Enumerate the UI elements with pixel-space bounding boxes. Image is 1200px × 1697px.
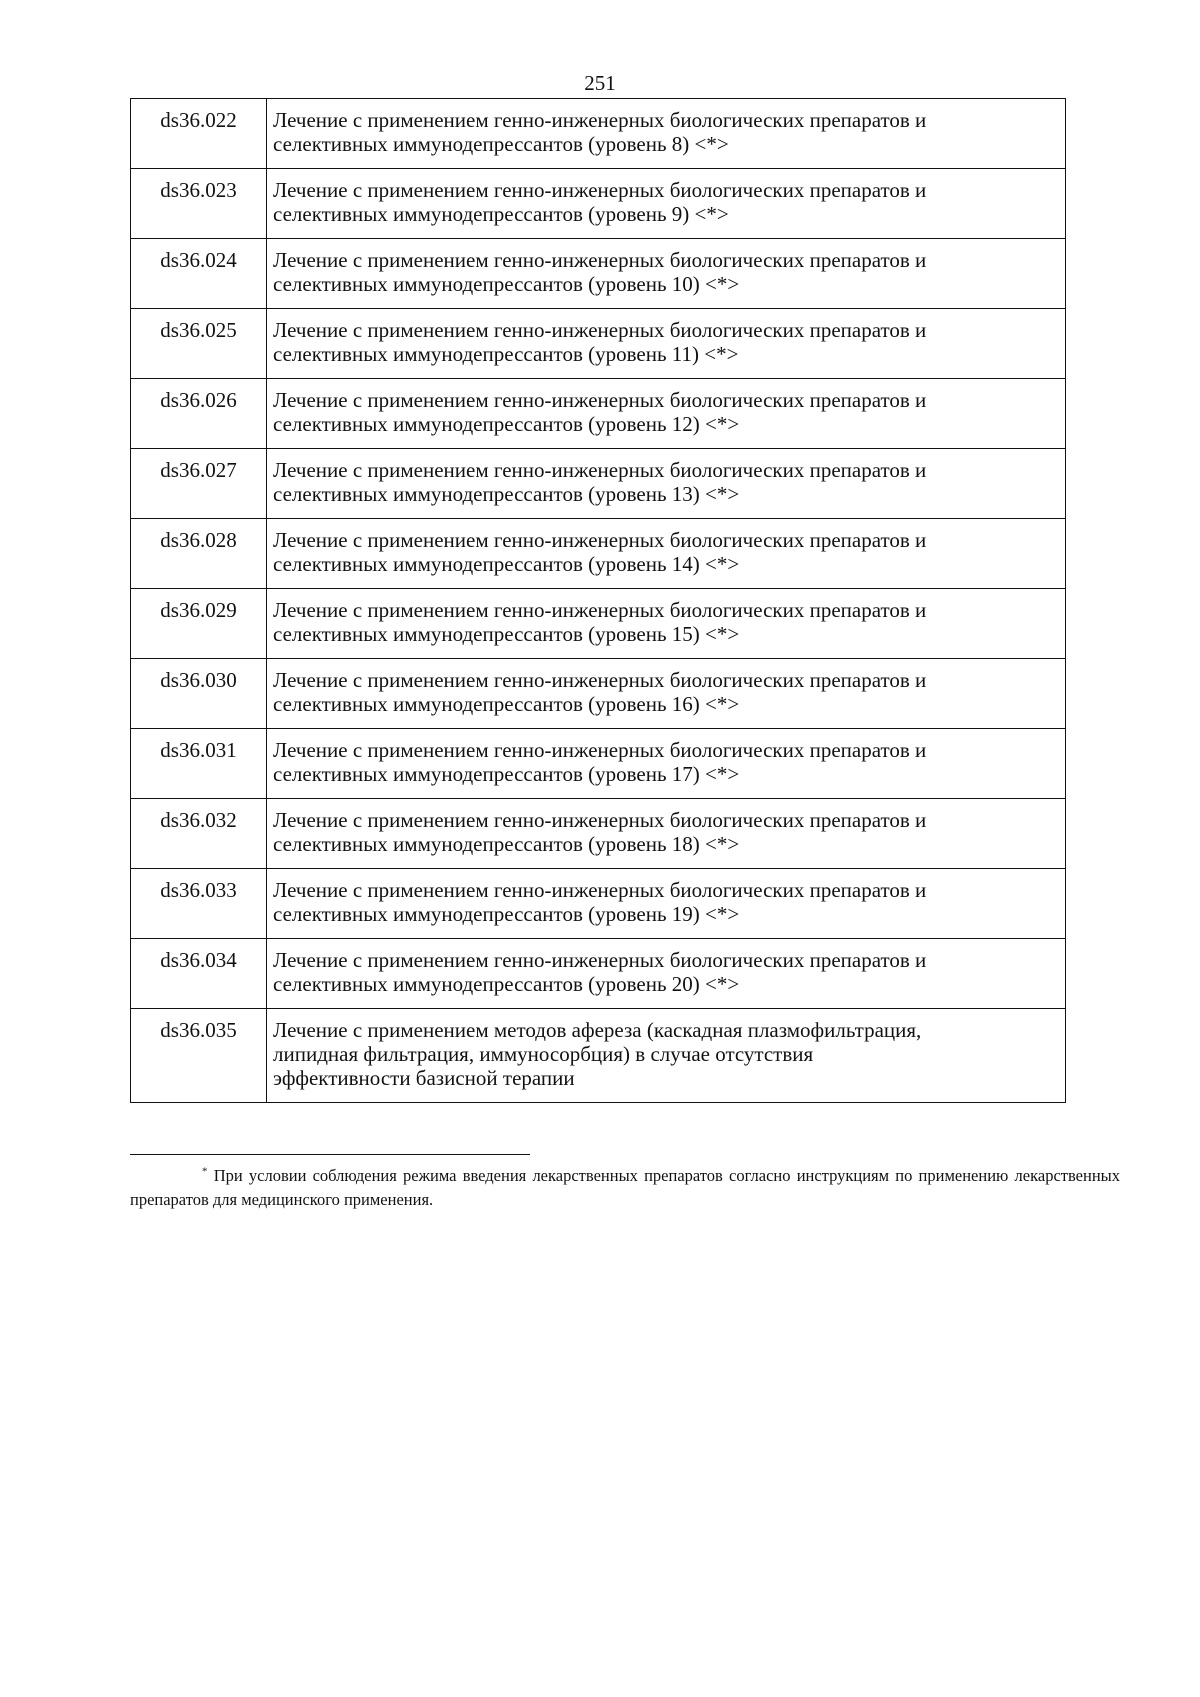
row-description bbox=[267, 1009, 1066, 1103]
row-code: ds36.032 bbox=[131, 799, 267, 869]
table-row bbox=[131, 169, 1066, 239]
table-row bbox=[131, 659, 1066, 729]
table-row bbox=[131, 1009, 1066, 1103]
table-row bbox=[131, 99, 1066, 169]
description-line: селективных иммунодепрессантов (уровень 18) <*> bbox=[273, 832, 740, 856]
description-line: Лечение с применением генно-инженерных биологических препаратов и bbox=[273, 598, 927, 622]
description-line: Лечение с применением генно-инженерных биологических препаратов и bbox=[273, 458, 927, 482]
row-description bbox=[267, 99, 1066, 169]
table-row bbox=[131, 869, 1066, 939]
table-row bbox=[131, 729, 1066, 799]
description-line: селективных иммунодепрессантов (уровень 20) <*> bbox=[273, 972, 740, 996]
table-row bbox=[131, 589, 1066, 659]
description-line: селективных иммунодепрессантов (уровень 12) <*> bbox=[273, 412, 740, 436]
description-line: селективных иммунодепрессантов (уровень 15) <*> bbox=[273, 622, 740, 646]
table-row bbox=[131, 309, 1066, 379]
row-code: ds36.034 bbox=[131, 939, 267, 1009]
row-description bbox=[267, 449, 1066, 519]
row-description bbox=[267, 379, 1066, 449]
table-row bbox=[131, 379, 1066, 449]
table-row bbox=[131, 799, 1066, 869]
description-line: селективных иммунодепрессантов (уровень 19) <*> bbox=[273, 902, 740, 926]
row-code: ds36.025 bbox=[131, 309, 267, 379]
row-description bbox=[267, 659, 1066, 729]
footnote-separator bbox=[130, 1154, 530, 1155]
page-number: 251 bbox=[584, 71, 616, 95]
table-body bbox=[131, 99, 1066, 1103]
description-line: селективных иммунодепрессантов (уровень 10) <*> bbox=[273, 272, 740, 296]
row-code: ds36.028 bbox=[131, 519, 267, 589]
description-line: Лечение с применением генно-инженерных биологических препаратов и bbox=[273, 388, 927, 412]
tariff-table bbox=[130, 98, 1066, 1103]
description-line: Лечение с применением генно-инженерных биологических препаратов и bbox=[273, 808, 927, 832]
row-code: ds36.024 bbox=[131, 239, 267, 309]
description-line: селективных иммунодепрессантов (уровень 9) <*> bbox=[273, 202, 729, 226]
row-description bbox=[267, 589, 1066, 659]
description-line: Лечение с применением генно-инженерных биологических препаратов и bbox=[273, 878, 927, 902]
footnote-marker: * bbox=[202, 1165, 208, 1178]
row-code: ds36.023 bbox=[131, 169, 267, 239]
description-line: селективных иммунодепрессантов (уровень 14) <*> bbox=[273, 552, 740, 576]
description-line: липидная фильтрация, иммуносорбция) в случае отсутствия bbox=[273, 1042, 814, 1066]
description-line: Лечение с применением генно-инженерных биологических препаратов и bbox=[273, 668, 927, 692]
description-line: Лечение с применением методов афереза (каскадная плазмофильтрация, bbox=[273, 1018, 922, 1042]
row-code: ds36.022 bbox=[131, 99, 267, 169]
table-row bbox=[131, 449, 1066, 519]
row-description bbox=[267, 939, 1066, 1009]
row-code: ds36.033 bbox=[131, 869, 267, 939]
table-row bbox=[131, 519, 1066, 589]
description-line: селективных иммунодепрессантов (уровень 8) <*> bbox=[273, 132, 729, 156]
description-line: Лечение с применением генно-инженерных биологических препаратов и bbox=[273, 178, 927, 202]
description-line: селективных иммунодепрессантов (уровень 16) <*> bbox=[273, 692, 740, 716]
description-line: Лечение с применением генно-инженерных биологических препаратов и bbox=[273, 318, 927, 342]
description-line: эффективности базисной терапии bbox=[273, 1066, 575, 1090]
row-code: ds36.026 bbox=[131, 379, 267, 449]
footnote bbox=[130, 1164, 1120, 1212]
row-description bbox=[267, 309, 1066, 379]
row-code: ds36.027 bbox=[131, 449, 267, 519]
footnote-text: При условии соблюдения режима введения лекарственных препаратов согласно инструкциям по применению лекарственных препаратов для медицинского применения. bbox=[130, 1166, 1121, 1209]
description-line: селективных иммунодепрессантов (уровень 11) <*> bbox=[273, 342, 739, 366]
description-line: Лечение с применением генно-инженерных биологических препаратов и bbox=[273, 948, 927, 972]
table-row bbox=[131, 939, 1066, 1009]
table-row bbox=[131, 239, 1066, 309]
row-description bbox=[267, 239, 1066, 309]
row-code: ds36.029 bbox=[131, 589, 267, 659]
description-line: Лечение с применением генно-инженерных биологических препаратов и bbox=[273, 738, 927, 762]
row-description bbox=[267, 169, 1066, 239]
row-code: ds36.030 bbox=[131, 659, 267, 729]
description-line: селективных иммунодепрессантов (уровень 17) <*> bbox=[273, 762, 740, 786]
row-description bbox=[267, 799, 1066, 869]
row-description bbox=[267, 729, 1066, 799]
description-line: селективных иммунодепрессантов (уровень 13) <*> bbox=[273, 482, 740, 506]
row-description bbox=[267, 519, 1066, 589]
row-code: ds36.031 bbox=[131, 729, 267, 799]
description-line: Лечение с применением генно-инженерных биологических препаратов и bbox=[273, 248, 927, 272]
row-code: ds36.035 bbox=[131, 1009, 267, 1103]
description-line: Лечение с применением генно-инженерных биологических препаратов и bbox=[273, 108, 927, 132]
row-description bbox=[267, 869, 1066, 939]
description-line: Лечение с применением генно-инженерных биологических препаратов и bbox=[273, 528, 927, 552]
